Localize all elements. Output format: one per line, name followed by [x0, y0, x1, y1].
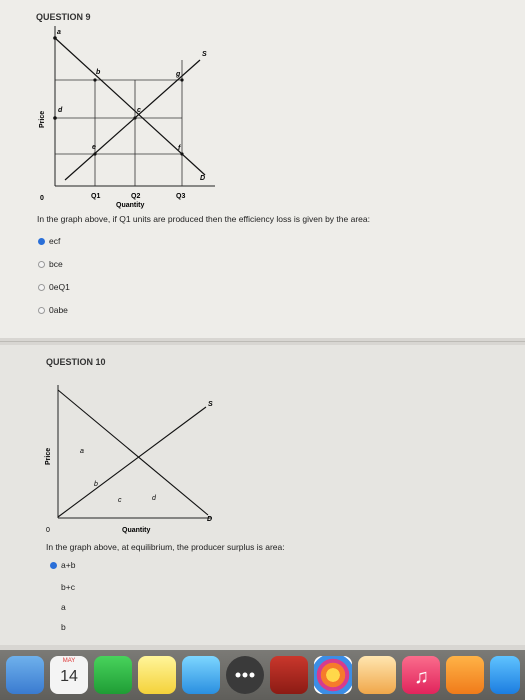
q10-label-c: c [118, 497, 122, 504]
question-9-panel [0, 0, 525, 338]
question-9-prompt: In the graph above, if Q1 units are produced then the efficiency loss is given by the area: [37, 214, 370, 224]
q10-option-label: b [61, 622, 66, 632]
q10-label-a: a [80, 448, 84, 455]
q9-option-bce[interactable] [38, 259, 63, 269]
q9-radio-bce[interactable] [38, 261, 45, 268]
music-icon[interactable] [402, 656, 440, 694]
q9-label-c: c [137, 107, 141, 114]
question-9-header: QUESTION 9 [36, 12, 91, 22]
q9-option-label: bce [49, 259, 63, 269]
q9-option-label: 0abe [49, 305, 68, 315]
q9-demand-label: D [200, 175, 206, 182]
question-9-graph [0, 0, 525, 215]
q10-supply-label: S [208, 401, 213, 408]
q9-tick-q1: Q1 [91, 193, 101, 200]
q9-option-ecf[interactable] [38, 236, 60, 246]
photo-booth-icon[interactable] [270, 656, 308, 694]
macos-dock [0, 650, 525, 700]
q10-option-b[interactable] [50, 622, 66, 632]
question-10-header: QUESTION 10 [46, 357, 106, 367]
q10-demand-label: D [207, 516, 213, 523]
q9-origin-label: 0 [40, 195, 44, 202]
calendar-icon[interactable] [50, 656, 88, 694]
q9-radio-ecf[interactable] [38, 238, 45, 245]
pages-icon[interactable] [358, 656, 396, 694]
facetime-icon[interactable] [94, 656, 132, 694]
q10-label-d: d [152, 495, 156, 502]
q9-tick-q2: Q2 [131, 193, 141, 200]
q10-supply-curve [58, 407, 206, 517]
finder-icon[interactable] [6, 656, 44, 694]
q9-option-0eq1[interactable] [38, 282, 70, 292]
books-icon[interactable] [446, 656, 484, 694]
q9-label-e: e [92, 144, 96, 151]
q9-option-label: 0eQ1 [49, 282, 70, 292]
calendar-day: 14 [60, 668, 78, 685]
more-icon[interactable] [226, 656, 264, 694]
q10-origin-label: 0 [46, 527, 50, 534]
q9-label-f: f [178, 145, 181, 152]
q10-option-label: b+c [61, 582, 75, 592]
q9-supply-curve [65, 60, 200, 180]
q10-option-b-plus-c[interactable] [50, 582, 75, 592]
q9-option-0abe[interactable] [38, 305, 68, 315]
q9-label-d: d [58, 107, 63, 114]
section-divider [0, 341, 525, 342]
q10-option-a[interactable] [50, 602, 66, 612]
q9-tick-q3: Q3 [176, 193, 186, 200]
q9-radio-0eq1[interactable] [38, 284, 45, 291]
q10-x-axis-label: Quantity [122, 527, 151, 534]
q10-option-label: a [61, 602, 66, 612]
q9-label-a: a [57, 29, 61, 36]
q9-y-axis-label: Price [39, 110, 46, 128]
q10-option-a-plus-b[interactable] [50, 560, 75, 570]
q9-x-axis-label: Quantity [116, 202, 145, 209]
svg-text:♫: ♫ [414, 666, 429, 688]
photos-icon[interactable] [314, 656, 352, 694]
question-10-panel [0, 345, 525, 645]
app-store-icon[interactable] [490, 656, 520, 694]
messages-icon[interactable] [182, 656, 220, 694]
q10-y-axis-label: Price [45, 447, 52, 465]
calendar-month: MAY [62, 658, 76, 664]
q9-label-g: g [176, 71, 181, 78]
notes-icon[interactable] [138, 656, 176, 694]
q10-label-b: b [94, 481, 98, 488]
q9-option-label: ecf [49, 236, 61, 246]
q9-radio-0abe[interactable] [38, 307, 45, 314]
question-10-prompt: In the graph above, at equilibrium, the producer surplus is area: [46, 542, 285, 552]
question-10-graph [0, 345, 525, 545]
q10-option-label: a+b [61, 560, 76, 570]
q9-label-b: b [96, 69, 101, 76]
q10-radio-a-plus-b[interactable] [50, 562, 57, 569]
q9-supply-label: S [202, 51, 207, 58]
